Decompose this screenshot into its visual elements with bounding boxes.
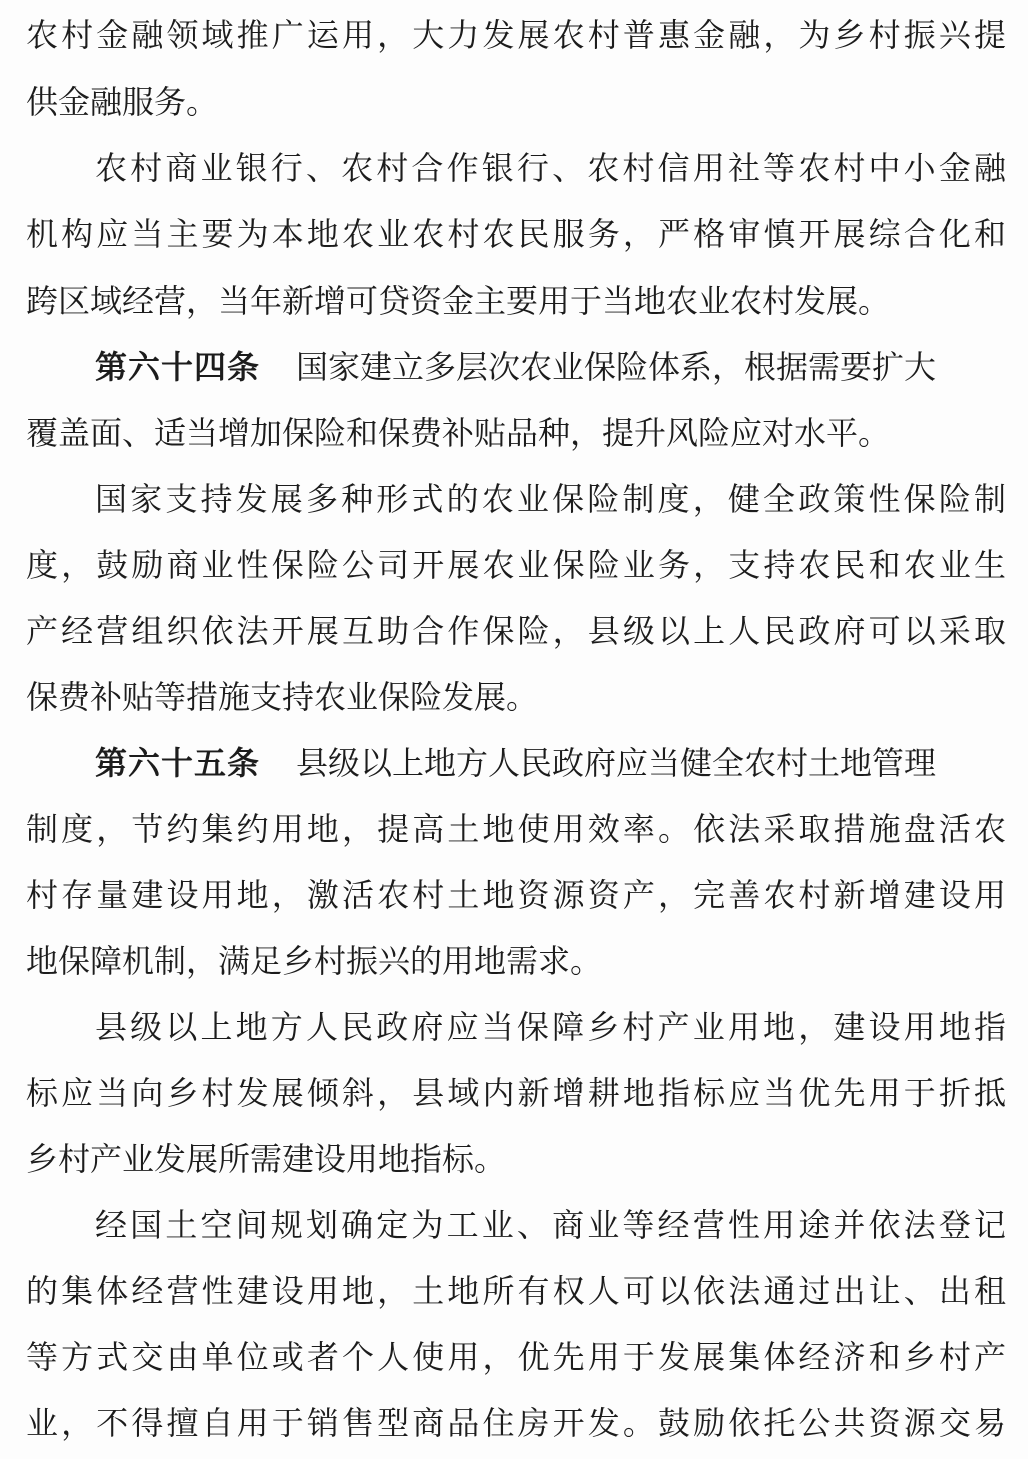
text-line: 农村金融领域推广运用，大力发展农村普惠金融，为乡村振兴提 <box>26 16 1006 54</box>
text-line: 乡村产业发展所需建设用地指标。 <box>26 1140 507 1178</box>
text-line: 制度，节约集约用地，提高土地使用效率。依法采取措施盘活农 <box>26 810 1006 848</box>
text-line: 的集体经营性建设用地，土地所有权人可以依法通过出让、出租 <box>26 1272 1006 1310</box>
article-64-first-line <box>95 342 1006 392</box>
article-65-text: 县级以上地方人民政府应当健全农村土地管理 <box>296 744 937 782</box>
text-line: 机构应当主要为本地农业农村农民服务，严格审慎开展综合化和 <box>26 215 1006 253</box>
paragraph-start-line: 农村商业银行、农村合作银行、农村信用社等农村中小金融 <box>95 149 1006 187</box>
text-line: 覆盖面、适当增加保险和保费补贴品种，提升风险应对水平。 <box>26 414 891 452</box>
text-line: 产经营组织依法开展互助合作保险，县级以上人民政府可以采取 <box>26 612 1006 650</box>
text-line: 供金融服务。 <box>26 83 219 121</box>
paragraph-start-line: 县级以上地方人民政府应当保障乡村产业用地，建设用地指 <box>95 1008 1006 1046</box>
paragraph-start-line: 经国土空间规划确定为工业、商业等经营性用途并依法登记 <box>95 1206 1006 1244</box>
text-line: 业，不得擅自用于销售型商品住房开发。鼓励依托公共资源交易 <box>26 1404 1006 1442</box>
text-line: 村存量建设用地，激活农村土地资源资产，完善农村新增建设用 <box>26 876 1006 914</box>
article-64-text: 国家建立多层次农业保险体系，根据需要扩大 <box>296 348 937 386</box>
text-line: 等方式交由单位或者个人使用，优先用于发展集体经济和乡村产 <box>26 1338 1006 1376</box>
text-line: 保费补贴等措施支持农业保险发展。 <box>26 678 539 716</box>
text-line: 跨区域经营，当年新增可贷资金主要用于当地农业农村发展。 <box>26 282 891 320</box>
article-65-first-line <box>95 738 1006 788</box>
text-line: 地保障机制，满足乡村振兴的用地需求。 <box>26 942 603 980</box>
text-line: 度，鼓励商业性保险公司开展农业保险业务，支持农民和农业生 <box>26 546 1006 584</box>
article-number-65: 第六十五条 <box>95 744 261 782</box>
article-number-64: 第六十四条 <box>95 348 261 386</box>
text-line: 标应当向乡村发展倾斜，县域内新增耕地指标应当优先用于折抵 <box>26 1074 1006 1112</box>
paragraph-start-line: 国家支持发展多种形式的农业保险制度，健全政策性保险制 <box>95 480 1006 518</box>
